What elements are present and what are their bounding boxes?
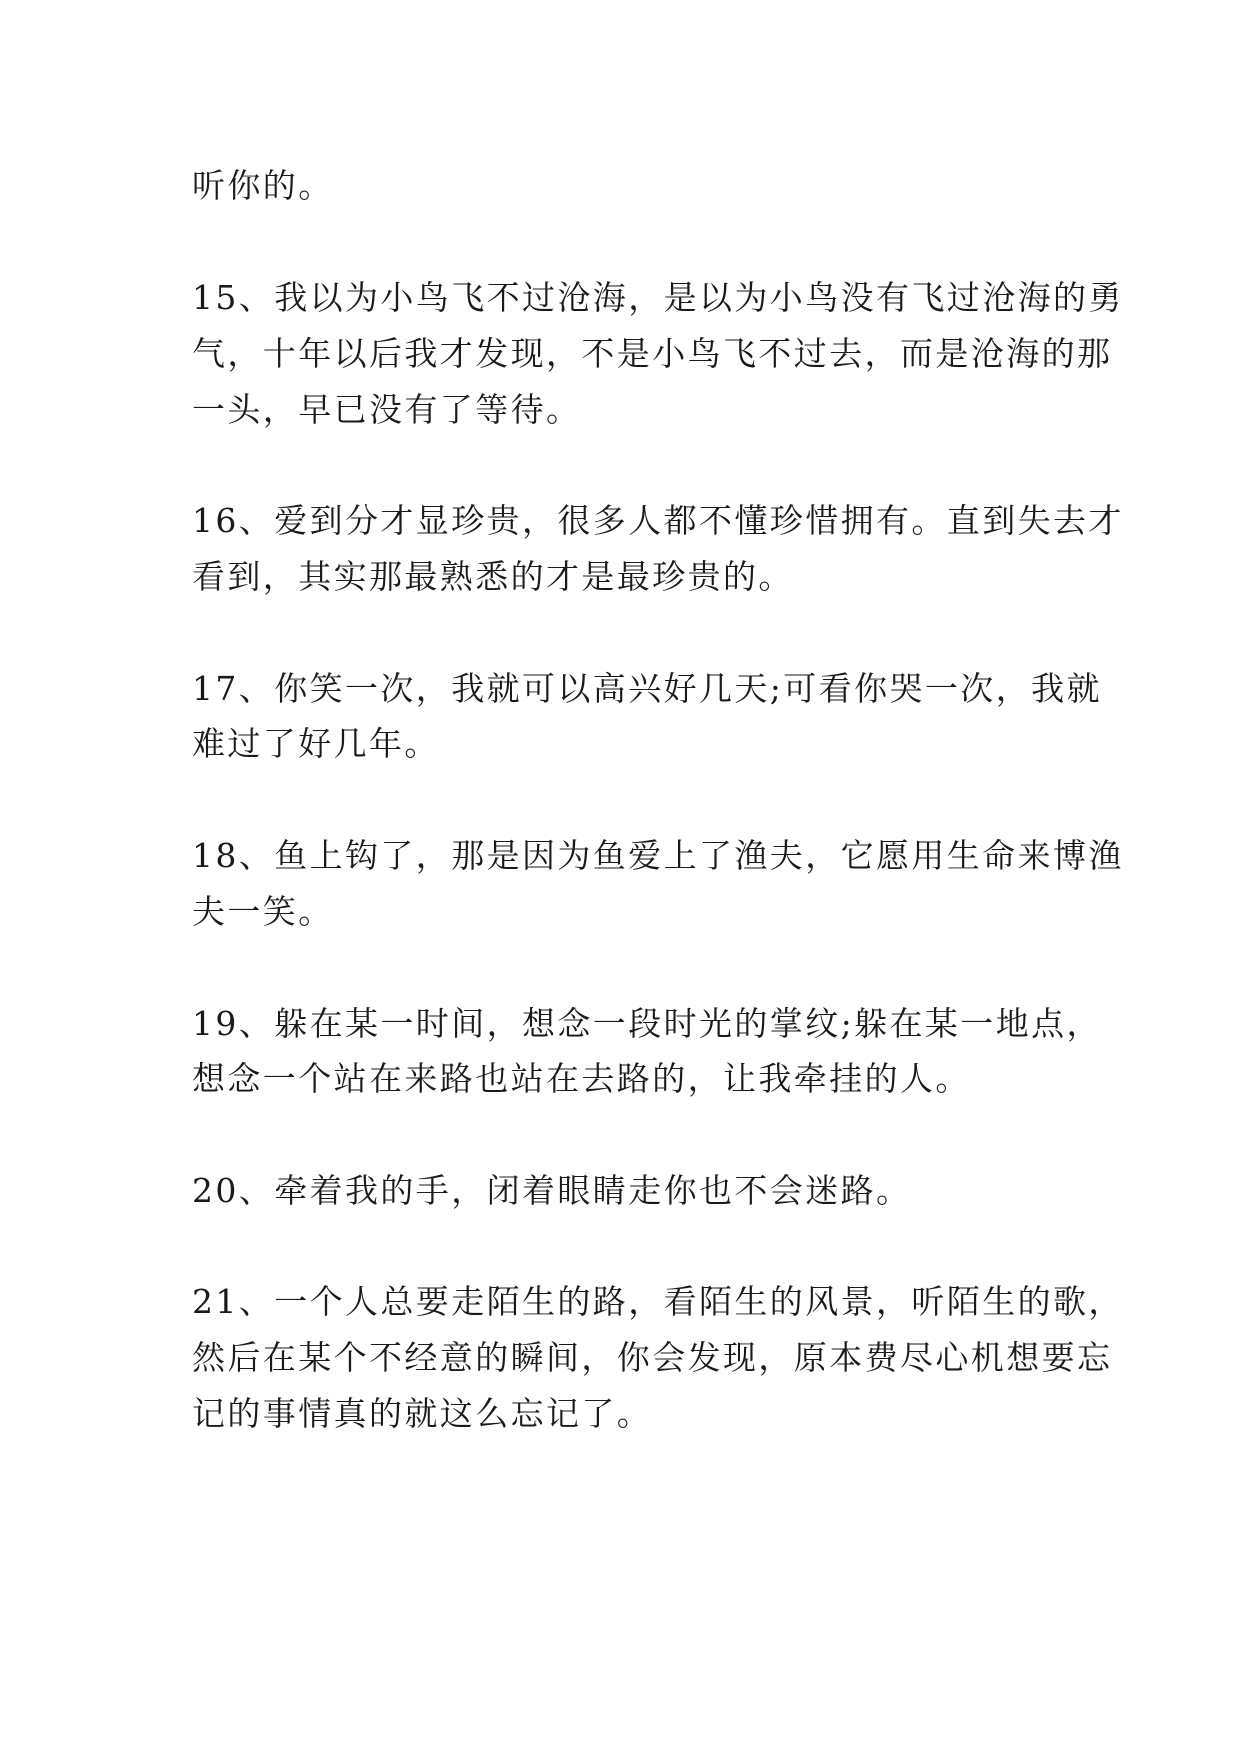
text-line: 难过了好几年。 [192, 724, 440, 763]
text-line: 20、牵着我的手，闭着眼睛走你也不会迷路。 [192, 1171, 912, 1210]
text-line: 想念一个站在来路也站在去路的，让我牵挂的人。 [192, 1059, 971, 1098]
text-line: 看到，其实那最熟悉的才是最珍贵的。 [192, 557, 794, 596]
text-line: 19、躲在某一时间，想念一段时光的掌纹;躲在某一地点， [192, 1004, 1102, 1043]
text-line: 气，十年以后我才发现，不是小鸟飞不过去，而是沧海的那 [192, 334, 1113, 373]
text-line: 17、你笑一次，我就可以高兴好几天;可看你哭一次，我就 [192, 669, 1102, 708]
text-line: 一头，早已没有了等待。 [192, 390, 582, 429]
text-line: 16、爱到分才显珍贵，很多人都不懂珍惜拥有。直到失去才 [192, 501, 1124, 540]
text-line: 听你的。 [192, 166, 334, 205]
text-line: 21、一个人总要走陌生的路，看陌生的风景，听陌生的歌， [192, 1282, 1124, 1321]
text-line: 记的事情真的就这么忘记了。 [192, 1394, 653, 1433]
text-line: 夫一笑。 [192, 892, 334, 931]
text-line: 18、鱼上钩了，那是因为鱼爱上了渔夫，它愿用生命来博渔 [192, 836, 1124, 875]
text-line: 然后在某个不经意的瞬间，你会发现，原本费尽心机想要忘 [192, 1338, 1113, 1377]
text-line: 15、我以为小鸟飞不过沧海，是以为小鸟没有飞过沧海的勇 [192, 278, 1124, 317]
